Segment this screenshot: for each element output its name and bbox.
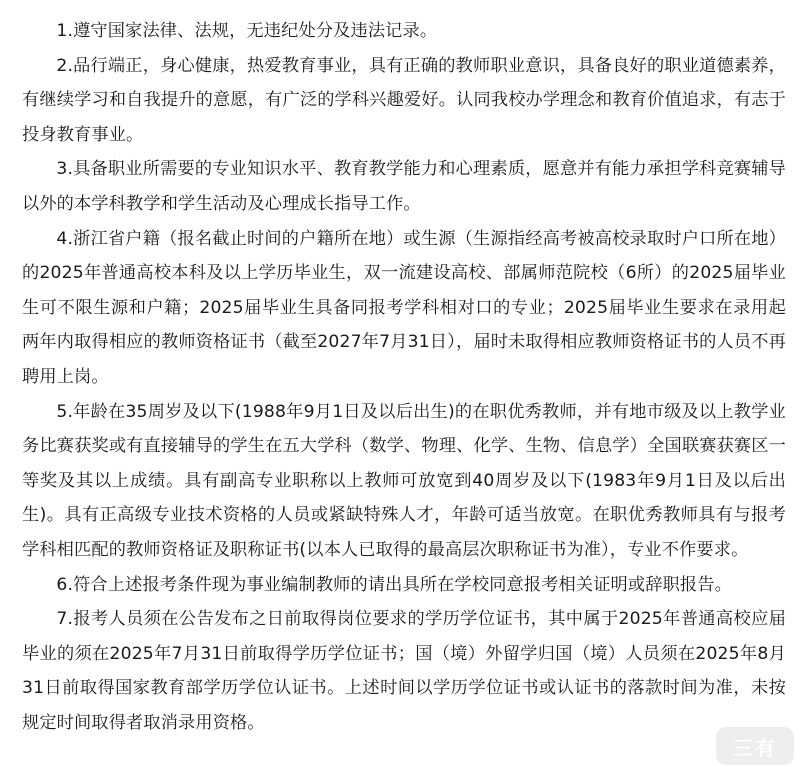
watermark-text: 三有 [733, 735, 777, 760]
document-body [22, 14, 786, 740]
watermark-logo [716, 727, 794, 765]
paragraph-6: 6.符合上述报考条件现为事业编制教师的请出具所在学校同意报考相关证明或辞职报告。 [56, 574, 732, 595]
paragraph-2: 2.品行端正，身心健康，热爱教育事业，具有正确的教师职业意识，具备良好的职业道德素养，有继续学习和自我提升的意愿，有广泛的学科兴趣爱好。认同我校办学理念和教育价值追求，有志于投身教育事业。 [22, 55, 786, 145]
paragraph-1: 1.遵守国家法律、法规，无违纪处分及违法记录。 [56, 21, 438, 41]
paragraph-5: 5.年龄在35周岁及以下(1988年9月1日及以后出生)的在职优秀教师，并有地市级及以上教学业务比赛获奖或有直接辅导的学生在五大学科（数学、物理、化学、生物、信息学）全国联赛获赛区一等奖及其以上成绩。具有副高专业职称以上教师可放宽到40周岁及以下(1983年9月1日及以后出生)。具有正高级专业技术资格的人员或紧缺特殊人才，年龄可适当放宽。在职优秀教师具有与报考学科相匹配的教师资格证及职称证书(以本人已取得的最高层次职称证书为准），专业不作要求。 [22, 401, 786, 560]
paragraph-7: 7.报考人员须在公告发布之日前取得岗位要求的学历学位证书，其中属于2025年普通高校应届毕业的须在2025年7月31日前取得学历学位证书；国（境）外留学归国（境）人员须在2025年8月31日前取得国家教育部学历学位认证书。上述时间以学历学位证书或认证书的落款时间为准，未按规定时间取得者取消录用资格。 [22, 609, 786, 733]
paragraph-4: 4.浙江省户籍（报名截止时间的户籍所在地）或生源（生源指经高考被高校录取时户口所在地）的2025年普通高校本科及以上学历毕业生，双一流建设高校、部属师范院校（6所）的2025届毕业生可不限生源和户籍；2025届毕业生具备同报考学科相对口的专业；2025届毕业生要求在录用起两年内取得相应的教师资格证书（截至2027年7月31日），届时未取得相应教师资格证书的人员不再聘用上岗。 [22, 228, 786, 387]
paragraph-3: 3.具备职业所需要的专业知识水平、教育教学能力和心理素质，愿意并有能力承担学科竞赛辅导以外的本学科教学和学生活动及心理成长指导工作。 [22, 159, 786, 214]
